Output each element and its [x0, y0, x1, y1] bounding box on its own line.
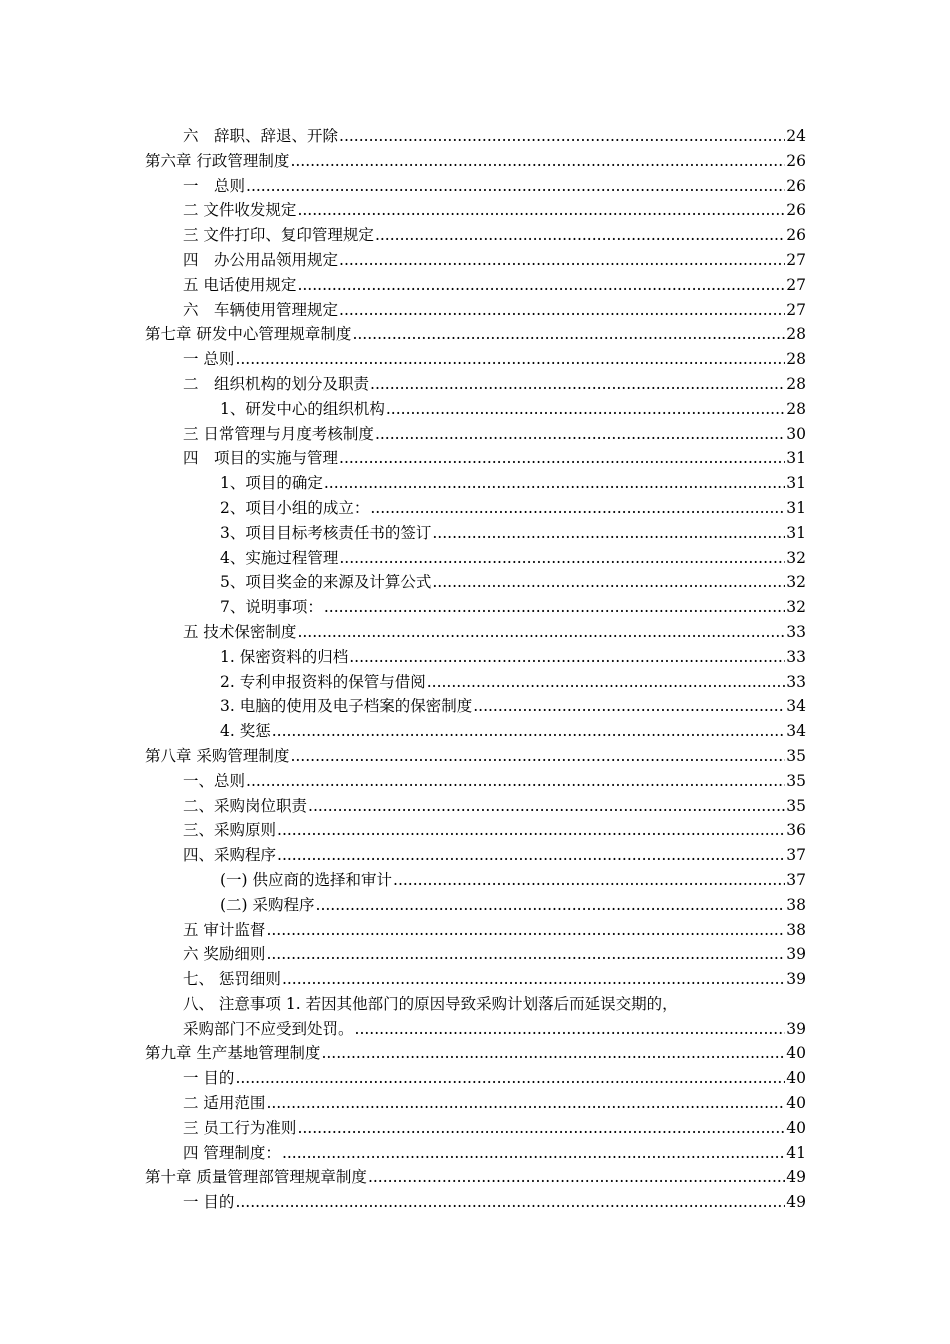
toc-page-number: 26: [786, 201, 806, 220]
toc-entry[interactable]: [145, 719, 806, 744]
toc-entry-text: 第八章 采购管理制度: [145, 744, 290, 769]
toc-entry-inner: [145, 149, 806, 174]
toc-entry-inner: [183, 818, 806, 843]
toc-entry[interactable]: [145, 1066, 806, 1091]
toc-entry-inner: [183, 1091, 806, 1116]
toc-page-number: 35: [786, 796, 806, 815]
toc-entry-text: 五 审计监督: [183, 918, 266, 943]
toc-entry-inner: [220, 397, 806, 422]
toc-entry-inner: [183, 1141, 806, 1166]
toc-entry-inner: [183, 1116, 806, 1141]
toc-entry[interactable]: [145, 1190, 806, 1215]
toc-entry-wrapped-line1-inner: [183, 992, 806, 1017]
dot-leader: [432, 570, 785, 595]
toc-page-number: 40: [786, 1044, 806, 1063]
dot-leader: [272, 719, 786, 744]
dot-leader: [277, 843, 785, 868]
toc-entry-text: 六 辞职、辞退、开除: [183, 124, 339, 149]
dot-leader: [375, 223, 785, 248]
toc-entry-inner: [183, 248, 806, 273]
toc-entry-text: 四 办公用品领用规定: [183, 248, 339, 273]
toc-entry-inner: [183, 967, 806, 992]
toc-page-number: 37: [786, 846, 806, 865]
dot-leader: [370, 372, 785, 397]
toc-page-number: 27: [786, 275, 806, 294]
toc-section-1: [145, 124, 806, 992]
toc-entry[interactable]: [145, 521, 806, 546]
toc-page-number: 35: [786, 746, 806, 765]
toc-entry[interactable]: [145, 570, 806, 595]
toc-page-number: 40: [786, 1069, 806, 1088]
toc-page-number: 33: [786, 647, 806, 666]
toc-page-number: 39: [786, 970, 806, 989]
toc-entry-text: 1、研发中心的组织机构: [220, 397, 386, 422]
toc-page-number: 36: [786, 821, 806, 840]
toc-entry-text: 5、项目奖金的来源及计算公式: [220, 570, 432, 595]
dot-leader: [368, 1165, 785, 1190]
toc-entry[interactable]: [145, 918, 806, 943]
toc-page-number: 38: [786, 920, 806, 939]
toc-entry-inner: [183, 124, 806, 149]
toc-entry-text: 六 车辆使用管理规定: [183, 298, 339, 323]
toc-entry[interactable]: [145, 1091, 806, 1116]
dot-leader: [324, 471, 785, 496]
dot-leader: [235, 1066, 785, 1091]
toc-entry-inner: [220, 719, 806, 744]
toc-entry-inner: [220, 546, 806, 571]
toc-entry-text: 四 项目的实施与管理: [183, 446, 339, 471]
toc-entry-text: 第九章 生产基地管理制度: [145, 1041, 321, 1066]
toc-entry-text: 二 组织机构的划分及职责: [183, 372, 370, 397]
toc-entry-inner: [220, 595, 806, 620]
dot-leader: [321, 1041, 785, 1066]
toc-entry-text: 三 日常管理与月度考核制度: [183, 422, 375, 447]
toc-entry-text: 2. 专利申报资料的保管与借阅: [220, 670, 427, 695]
toc-entry-text: 第十章 质量管理部管理规章制度: [145, 1165, 368, 1190]
dot-leader: [375, 422, 785, 447]
dot-leader: [246, 769, 785, 794]
toc-entry[interactable]: [145, 843, 806, 868]
dot-leader: [297, 620, 785, 645]
toc-entry-text: 二、采购岗位职责: [183, 794, 308, 819]
dot-leader: [308, 794, 785, 819]
toc-page-number: 30: [786, 424, 806, 443]
toc-entry-text: 一、总则: [183, 769, 246, 794]
toc-entry-inner: [220, 570, 806, 595]
toc-page-number: 34: [786, 722, 806, 741]
toc-entry[interactable]: [145, 149, 806, 174]
toc-entry-text: 3. 电脑的使用及电子档案的保密制度: [220, 694, 473, 719]
toc-entry-text: 八、 注意事项 1. 若因其他部门的原因导致采购计划落后而延误交期的，: [183, 992, 679, 1017]
toc-page-number: 26: [786, 176, 806, 195]
toc-page-number: 26: [786, 226, 806, 245]
toc-entry-inner: [220, 521, 806, 546]
toc-entry[interactable]: [145, 645, 806, 670]
toc-entry[interactable]: [145, 595, 806, 620]
toc-entry-inner: [183, 422, 806, 447]
toc-entry-text: 采购部门不应受到处罚。: [183, 1017, 355, 1042]
toc-page-number: 40: [786, 1094, 806, 1113]
toc-page-number: 32: [786, 598, 806, 617]
toc-entry-inner: [183, 198, 806, 223]
dot-leader: [316, 893, 786, 918]
toc-entry[interactable]: [145, 496, 806, 521]
toc-page-number: 34: [786, 697, 806, 716]
toc-entry-text: (一) 供应商的选择和审计: [220, 868, 393, 893]
toc-entry-text: 4、实施过程管理: [220, 546, 339, 571]
dot-leader: [290, 744, 785, 769]
toc-entry[interactable]: [145, 818, 806, 843]
toc-page-number: 26: [786, 151, 806, 170]
toc-page-number: 39: [786, 945, 806, 964]
toc-entry-inner: [220, 670, 806, 695]
toc-entry[interactable]: [145, 1116, 806, 1141]
dot-leader: [349, 645, 785, 670]
dot-leader: [266, 942, 785, 967]
toc-entry-inner: [145, 744, 806, 769]
toc-entry-text: (二) 采购程序: [220, 893, 316, 918]
toc-entry[interactable]: [145, 124, 806, 149]
toc-page-number: 49: [786, 1168, 806, 1187]
toc-page-number: 40: [786, 1118, 806, 1137]
toc-entry-text: 第六章 行政管理制度: [145, 149, 290, 174]
toc-page-number: 24: [786, 127, 806, 145]
toc-entry-inner: [183, 942, 806, 967]
dot-leader: [297, 1116, 785, 1141]
toc-page-number: 39: [786, 1019, 806, 1038]
toc-entry[interactable]: [145, 744, 806, 769]
toc-entry[interactable]: [145, 694, 806, 719]
toc-entry-inner: [145, 1165, 806, 1190]
toc-page-number: 31: [786, 449, 806, 468]
toc-entry-text: 一 目的: [183, 1066, 235, 1091]
dot-leader: [235, 1190, 785, 1215]
toc-entry-text: 一 总则: [183, 174, 246, 199]
dot-leader: [473, 694, 785, 719]
toc-entry-text: 三 文件打印、复印管理规定: [183, 223, 375, 248]
toc-entry[interactable]: [145, 1165, 806, 1190]
toc-entry-wrapped-line2-inner: [183, 1017, 806, 1042]
toc-entry[interactable]: [145, 620, 806, 645]
dot-leader: [266, 918, 785, 943]
toc-entry-inner: [220, 471, 806, 496]
toc-section-2: [145, 1041, 806, 1215]
toc-entry[interactable]: [145, 670, 806, 695]
dot-leader: [266, 1091, 785, 1116]
toc-entry-text: 四、采购程序: [183, 843, 277, 868]
toc-page-number: 33: [786, 672, 806, 691]
toc-entry-text: 1、项目的确定: [220, 471, 324, 496]
toc-page-number: 27: [786, 250, 806, 269]
toc-entry-inner: [145, 322, 806, 347]
toc-entry-wrapped-line2[interactable]: [145, 1017, 806, 1042]
toc-entry-inner: [183, 372, 806, 397]
toc-entry[interactable]: [145, 422, 806, 447]
toc-entry[interactable]: [145, 347, 806, 372]
dot-leader: [246, 174, 785, 199]
dot-leader: [282, 967, 785, 992]
dot-leader: [277, 818, 785, 843]
toc-page-number: 28: [786, 399, 806, 418]
toc-entry[interactable]: [145, 298, 806, 323]
toc-page-number: 28: [786, 350, 806, 369]
dot-leader: [339, 446, 785, 471]
toc-entry-inner: [145, 1041, 806, 1066]
dot-leader: [355, 1017, 786, 1042]
toc-entry-inner: [183, 1066, 806, 1091]
dot-leader: [297, 273, 785, 298]
toc-entry-inner: [183, 918, 806, 943]
toc-entry-text: 一 目的: [183, 1190, 235, 1215]
toc-entry-inner: [220, 496, 806, 521]
toc-page-number: 27: [786, 300, 806, 319]
toc-entry-inner: [220, 893, 806, 918]
toc-entry-text: 五 技术保密制度: [183, 620, 297, 645]
toc-page-number: 31: [786, 523, 806, 542]
toc-page-number: 38: [786, 895, 806, 914]
toc-entry-wrapped-line1[interactable]: [145, 992, 806, 1017]
toc-entry-text: 7、说明事项：: [220, 595, 324, 620]
dot-leader: [386, 397, 785, 422]
toc-entry-text: 二 适用范围: [183, 1091, 266, 1116]
toc-page-number: 41: [786, 1143, 806, 1162]
toc-entry[interactable]: [145, 546, 806, 571]
dot-leader: [324, 595, 785, 620]
toc-entry-inner: [183, 794, 806, 819]
dot-leader: [352, 322, 785, 347]
toc-entry[interactable]: [145, 893, 806, 918]
toc-entry[interactable]: [145, 1141, 806, 1166]
toc-entry[interactable]: [145, 174, 806, 199]
toc-entry-text: 1. 保密资料的归档: [220, 645, 349, 670]
dot-leader: [393, 868, 785, 893]
dot-leader: [297, 198, 785, 223]
dot-leader: [290, 149, 785, 174]
toc-page-number: 49: [786, 1193, 806, 1212]
toc-entry[interactable]: [145, 248, 806, 273]
toc-entry-inner: [220, 868, 806, 893]
toc-page-number: 31: [786, 498, 806, 517]
toc-page-number: 32: [786, 548, 806, 567]
toc-page-number: 35: [786, 771, 806, 790]
toc-entry[interactable]: [145, 273, 806, 298]
dot-leader: [370, 496, 785, 521]
toc-entry-inner: [183, 174, 806, 199]
toc-entry[interactable]: [145, 198, 806, 223]
toc-entry[interactable]: [145, 372, 806, 397]
toc-entry[interactable]: [145, 471, 806, 496]
toc-entry-inner: [183, 620, 806, 645]
toc-entry[interactable]: [145, 942, 806, 967]
toc-page-number: 32: [786, 573, 806, 592]
toc-entry-text: 三、采购原则: [183, 818, 277, 843]
toc-entry-inner: [220, 694, 806, 719]
toc-entry[interactable]: [145, 1041, 806, 1066]
dot-leader: [235, 347, 785, 372]
toc-page-number: 28: [786, 374, 806, 393]
dot-leader: [339, 298, 785, 323]
toc-entry-text: 三 员工行为准则: [183, 1116, 297, 1141]
dot-leader: [339, 546, 785, 571]
toc-entry-inner: [183, 769, 806, 794]
toc-page-number: 28: [786, 325, 806, 344]
toc-entry-text: 3、项目目标考核责任书的签订: [220, 521, 432, 546]
toc-entry[interactable]: [145, 397, 806, 422]
toc-entry[interactable]: [145, 794, 806, 819]
toc-entry-text: 六 奖励细则: [183, 942, 266, 967]
toc-entry[interactable]: [145, 322, 806, 347]
toc-entry[interactable]: [145, 967, 806, 992]
toc-entry-text: 四 管理制度：: [183, 1141, 282, 1166]
toc-entry-text: 4. 奖惩: [220, 719, 272, 744]
dot-leader: [282, 1141, 785, 1166]
toc-entry[interactable]: [145, 223, 806, 248]
toc-entry[interactable]: [145, 446, 806, 471]
dot-leader: [339, 124, 785, 149]
toc-page-number: 37: [786, 870, 806, 889]
toc-page-number: 31: [786, 474, 806, 493]
toc-entry-inner: [183, 273, 806, 298]
toc-entry-inner: [183, 298, 806, 323]
toc-entry[interactable]: [145, 769, 806, 794]
toc-entry-inner: [183, 446, 806, 471]
toc-entry-inner: [183, 843, 806, 868]
toc-entry-inner: [220, 645, 806, 670]
toc-entry-text: 2、项目小组的成立：: [220, 496, 370, 521]
toc-entry-text: 第七章 研发中心管理规章制度: [145, 322, 352, 347]
toc-entry-text: 二 文件收发规定: [183, 198, 297, 223]
toc-page-number: 33: [786, 622, 806, 641]
toc-entry-text: 一 总则: [183, 347, 235, 372]
toc-entry-inner: [183, 347, 806, 372]
dot-leader: [432, 521, 785, 546]
toc-entry-inner: [183, 223, 806, 248]
dot-leader: [427, 670, 786, 695]
toc-entry-text: 五 电话使用规定: [183, 273, 297, 298]
toc-entry-text: 七、 惩罚细则: [183, 967, 282, 992]
table-of-contents: [145, 124, 806, 1215]
toc-entry-inner: [183, 1190, 806, 1215]
dot-leader: [339, 248, 785, 273]
toc-entry[interactable]: [145, 868, 806, 893]
